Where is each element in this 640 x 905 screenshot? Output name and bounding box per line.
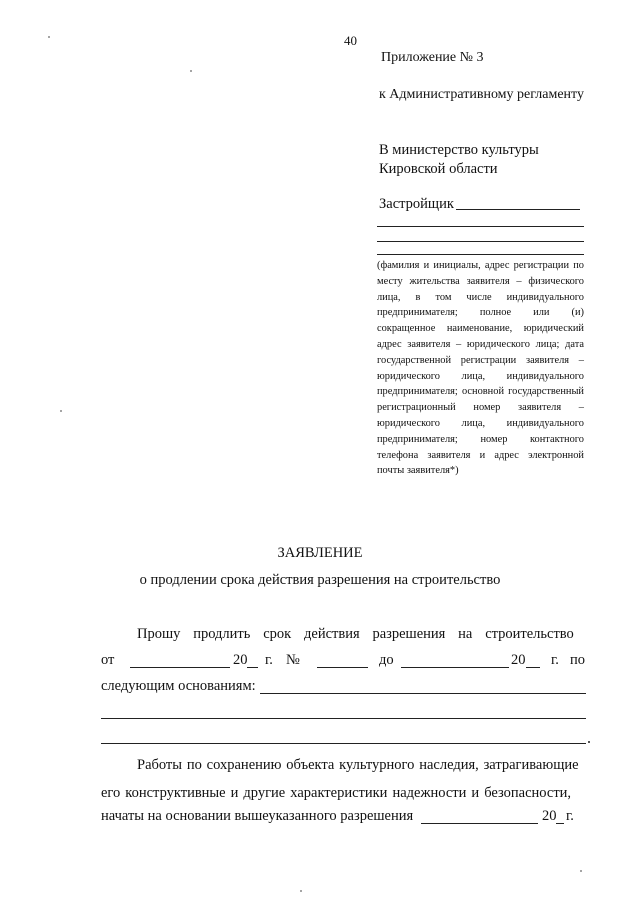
year-prefix-1: 20 <box>233 652 248 668</box>
scan-speck <box>60 410 62 412</box>
from-date-field[interactable] <box>130 667 230 668</box>
appendix-subtitle: к Административному регламенту <box>379 87 584 102</box>
developer-field-line-3[interactable] <box>377 241 584 242</box>
statement-subtitle: о продлении срока действия разрешения на строительство <box>139 572 501 588</box>
developer-field-line-1[interactable] <box>456 209 580 210</box>
grounds-field-line-1[interactable] <box>260 693 586 694</box>
works-year-suffix: г. <box>566 808 574 824</box>
works-year-field[interactable] <box>556 823 564 824</box>
scan-speck <box>580 870 582 872</box>
to-date-field[interactable] <box>401 667 509 668</box>
grounds-field-line-2[interactable] <box>101 718 586 719</box>
year-prefix-2: 20 <box>511 652 526 668</box>
po-label: по <box>570 652 586 668</box>
recipient-block <box>379 141 619 179</box>
works-line-1: Работы по сохранению объекта культурного наследия, затрагивающие <box>137 757 579 773</box>
number-sign: № <box>286 652 300 668</box>
works-year-prefix: 20 <box>542 808 557 824</box>
developer-field-line-2[interactable] <box>377 226 584 227</box>
page-number: 40 <box>344 33 357 48</box>
developer-label: Застройщик <box>379 196 454 212</box>
developer-note: (фамилия и инициалы, адрес регистрации по месту жительства заявителя – физического лица, в том числе индивидуального предпринимателя; полное или (и) сокращенное наименование, юридический адрес заявителя – юридического лица; дата государственной регистрации заявителя – юридического лица, индивидуального предпринимателя; основной государственный регистрационный номер заявителя – юридического лица, индивидуального предпринимателя; номер контактного телефона заявителя и адрес электронной почты заявителя*) <box>377 260 584 477</box>
statement-title: ЗАЯВЛЕНИЕ <box>277 545 363 561</box>
works-line-2: его конструктивные и другие характеристики надежности и безопасности, <box>101 785 572 801</box>
year-field-1[interactable] <box>247 667 258 668</box>
recipient-line-2: Кировской области <box>379 161 498 177</box>
scan-speck <box>190 70 192 72</box>
year-suffix-1: г. <box>265 652 273 668</box>
recipient-line-1: В министерство культуры <box>379 142 539 158</box>
scan-speck <box>48 36 50 38</box>
works-line-3: начаты на основании вышеуказанного разрешения <box>101 808 414 824</box>
line-end-dot <box>588 741 590 743</box>
permit-number-field[interactable] <box>317 667 368 668</box>
developer-field-line-4[interactable] <box>377 254 584 255</box>
year-suffix-2: г. <box>551 652 559 668</box>
grounds-field-line-3[interactable] <box>101 743 586 744</box>
scan-speck <box>300 890 302 892</box>
works-date-field[interactable] <box>421 823 538 824</box>
year-field-2[interactable] <box>526 667 540 668</box>
appendix-title: Приложение № 3 <box>381 50 484 65</box>
to-label: до <box>379 652 394 668</box>
request-line-1: Прошу продлить срок действия разрешения на строительство <box>137 626 574 642</box>
from-label: от <box>101 652 115 668</box>
grounds-label: следующим основаниям: <box>101 678 256 694</box>
